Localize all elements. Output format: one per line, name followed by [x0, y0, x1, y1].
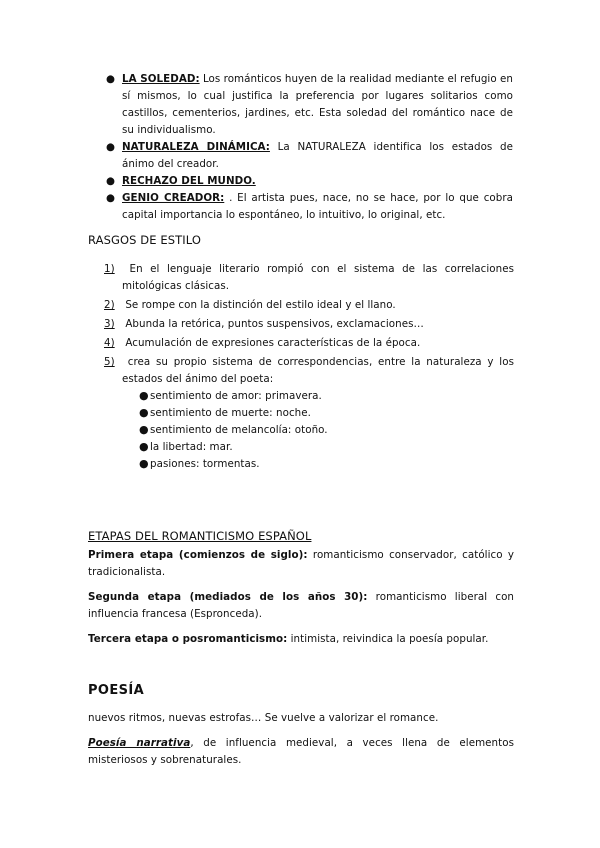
- bullet-icon: ●: [106, 73, 116, 85]
- section-heading-etapas: ETAPAS DEL ROMANTICISMO ESPAÑOL: [88, 529, 312, 543]
- list-item: [104, 261, 514, 295]
- bullet-icon: ●: [139, 389, 149, 402]
- list-item: [105, 71, 513, 139]
- bullet-icon: ●: [139, 457, 149, 470]
- list-item: [122, 388, 514, 405]
- feature-label: RECHAZO DEL MUNDO.: [122, 175, 256, 187]
- correspondence-text: pasiones: tormentas.: [150, 458, 260, 470]
- list-item: [105, 190, 513, 224]
- item-number: 1): [104, 263, 115, 275]
- section-heading-poesia: POESÍA: [88, 683, 145, 698]
- etapa-label: Tercera etapa o posromanticismo:: [88, 633, 288, 645]
- etapa-paragraph: [88, 631, 514, 648]
- section-heading-rasgos: RASGOS DE ESTILO: [88, 233, 202, 247]
- list-item: [104, 297, 514, 314]
- bullet-icon: ●: [106, 192, 116, 204]
- correspondence-text: sentimiento de muerte: noche.: [150, 407, 311, 419]
- feature-text: . El artista pues, nace, no se hace, por lo que cobra capital importancia lo espontáneo, lo intuitivo, lo original, etc.: [122, 192, 513, 221]
- etapa-text: romanticismo liberal con influencia francesa (Espronceda).: [88, 591, 514, 620]
- bullet-icon: ●: [106, 141, 116, 153]
- etapa-text: romanticismo conservador, católico y tradicionalista.: [88, 549, 515, 578]
- feature-label: NATURALEZA DINÁMICA:: [122, 141, 270, 153]
- correspondence-text: sentimiento de amor: primavera.: [150, 390, 322, 402]
- bullet-icon: ●: [139, 440, 149, 453]
- item-number: 4): [104, 337, 115, 349]
- item-number: 2): [104, 299, 115, 311]
- list-item: [104, 354, 514, 473]
- correspondence-text: la libertad: mar.: [150, 441, 233, 453]
- list-item: [122, 422, 514, 439]
- etapa-text: intimista, reivindica la poesía popular.: [287, 633, 489, 645]
- item-number: 3): [104, 318, 115, 330]
- poesia-narrativa-text: , de influencia medieval, a veces llena de elementos misteriosos y sobrenaturales.: [88, 737, 514, 766]
- list-item: [105, 139, 513, 173]
- item-text: En el lenguaje literario rompió con el sistema de las correlaciones mitológicas clásicas.: [122, 263, 514, 292]
- features-list: [105, 71, 513, 224]
- correspondence-text: sentimiento de melancolía: otoño.: [150, 424, 328, 436]
- poesia-narrativa-label: Poesía narrativa: [88, 737, 191, 749]
- list-item: [122, 405, 514, 422]
- item-text: Abunda la retórica, puntos suspensivos, exclamaciones…: [122, 318, 424, 330]
- etapa-paragraph: [88, 589, 514, 623]
- list-item: [104, 335, 514, 352]
- item-text: Se rompe con la distinción del estilo ideal y el llano.: [122, 299, 396, 311]
- rasgos-list: [104, 261, 514, 475]
- poesia-intro: nuevos ritmos, nuevas estrofas… Se vuelve a valorizar el romance.: [88, 712, 439, 724]
- feature-text: Los románticos huyen de la realidad mediante el refugio en sí mismos, lo cual justifica la preferencia por lugares solitarios como castillos, cementerios, jardines, etc. Esta soledad del romántico nace de su individualismo.: [122, 73, 513, 136]
- list-item: [105, 173, 513, 190]
- feature-label: LA SOLEDAD:: [122, 73, 200, 85]
- feature-text: La NATURALEZA identifica los estados de ánimo del creador.: [122, 141, 513, 170]
- bullet-icon: ●: [139, 406, 149, 419]
- item-number: 5): [104, 356, 115, 368]
- list-item: [122, 456, 514, 473]
- list-item: [104, 316, 514, 333]
- item-text: Acumulación de expresiones características de la época.: [122, 337, 421, 349]
- etapa-label: Primera etapa (comienzos de siglo):: [88, 549, 308, 561]
- correspondences-list: [122, 388, 514, 473]
- etapa-label: Segunda etapa (mediados de los años 30):: [88, 591, 368, 603]
- bullet-icon: ●: [139, 423, 149, 436]
- list-item: [122, 439, 514, 456]
- bullet-icon: ●: [106, 175, 116, 187]
- etapa-paragraph: [88, 547, 514, 581]
- feature-label: GENIO CREADOR:: [122, 192, 225, 204]
- item-text: crea su propio sistema de correspondencias, entre la naturaleza y los estados del ánimo del poeta:: [122, 356, 514, 385]
- poesia-narrativa-paragraph: [88, 735, 514, 769]
